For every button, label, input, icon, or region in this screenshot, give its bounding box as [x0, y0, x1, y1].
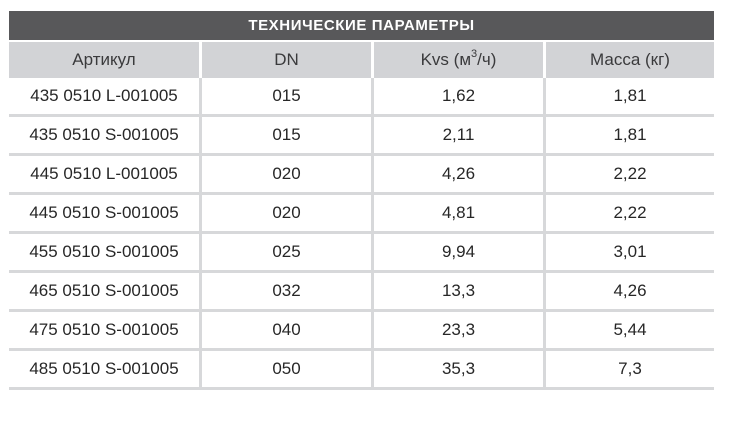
- cell-article: [9, 312, 199, 348]
- cell-mass-value: 2,22: [613, 164, 647, 183]
- table-row: [9, 195, 714, 231]
- cell-kvs-value: 1,62: [441, 86, 476, 105]
- column-header-kvs-superscript: 3: [471, 47, 478, 60]
- cell-mass: [546, 156, 714, 192]
- column-header-dn-label: DN: [274, 50, 299, 69]
- cell-kvs: [374, 234, 543, 270]
- cell-article-value: 445 0510 L-001005: [30, 164, 178, 183]
- cell-article: [9, 273, 199, 309]
- cell-article-value: 455 0510 S-001005: [29, 242, 179, 261]
- cell-dn-value: 020: [272, 164, 301, 183]
- cell-dn-value: 015: [272, 86, 301, 105]
- cell-dn: [202, 156, 371, 192]
- cell-dn: [202, 273, 371, 309]
- cell-article-value: 435 0510 L-001005: [30, 86, 178, 105]
- cell-article-value: 485 0510 S-001005: [29, 359, 179, 378]
- table-row: [9, 156, 714, 192]
- table-row: [9, 234, 714, 270]
- column-header-kvs-label-suffix: /ч): [477, 50, 497, 69]
- cell-kvs: [374, 312, 543, 348]
- cell-dn: [202, 351, 371, 387]
- cell-mass: [546, 312, 714, 348]
- table-row: [9, 312, 714, 348]
- cell-kvs: [374, 78, 543, 114]
- cell-kvs-value: 23,3: [441, 320, 476, 339]
- cell-kvs: [374, 351, 543, 387]
- column-header-mass-label: Масса (кг): [590, 50, 670, 69]
- cell-dn-value: 025: [272, 242, 301, 261]
- table-header-row: [9, 42, 714, 78]
- cell-mass: [546, 273, 714, 309]
- column-header-mass: [546, 42, 714, 78]
- table-title-bar: [9, 11, 714, 40]
- cell-dn-value: 040: [272, 320, 301, 339]
- cell-mass: [546, 78, 714, 114]
- cell-dn-value: 015: [272, 125, 301, 144]
- cell-mass: [546, 351, 714, 387]
- cell-article-value: 465 0510 S-001005: [29, 281, 179, 300]
- cell-dn: [202, 234, 371, 270]
- cell-mass-value: 1,81: [613, 86, 647, 105]
- cell-mass-value: 2,22: [613, 203, 647, 222]
- column-header-kvs: [374, 42, 543, 78]
- cell-article-value: 445 0510 S-001005: [29, 203, 179, 222]
- cell-dn-value: 050: [272, 359, 301, 378]
- column-header-article-label: Артикул: [72, 50, 136, 69]
- cell-dn: [202, 78, 371, 114]
- cell-kvs: [374, 117, 543, 153]
- cell-article-value: 475 0510 S-001005: [29, 320, 179, 339]
- cell-article: [9, 195, 199, 231]
- cell-article: [9, 117, 199, 153]
- cell-kvs-value: 35,3: [441, 359, 476, 378]
- cell-article-value: 435 0510 S-001005: [29, 125, 179, 144]
- cell-article: [9, 78, 199, 114]
- cell-mass: [546, 234, 714, 270]
- cell-mass-value: 1,81: [613, 125, 647, 144]
- table-row: [9, 117, 714, 153]
- table-row: [9, 351, 714, 387]
- cell-dn-value: 032: [272, 281, 301, 300]
- table-title: ТЕХНИЧЕСКИЕ ПАРАМЕТРЫ: [248, 17, 475, 34]
- cell-dn: [202, 195, 371, 231]
- cell-kvs: [374, 273, 543, 309]
- technical-parameters-table: [9, 11, 714, 390]
- table-body: [9, 78, 714, 390]
- cell-kvs-value: 4,81: [441, 203, 476, 222]
- table-row: [9, 273, 714, 309]
- cell-mass-value: 7,3: [618, 359, 642, 378]
- table-row: [9, 78, 714, 114]
- cell-mass: [546, 117, 714, 153]
- cell-dn: [202, 117, 371, 153]
- cell-kvs: [374, 156, 543, 192]
- cell-kvs-value: 13,3: [441, 281, 476, 300]
- cell-article: [9, 234, 199, 270]
- cell-dn: [202, 312, 371, 348]
- column-header-kvs-label-prefix: Kvs (м: [420, 50, 472, 69]
- cell-kvs-value: 9,94: [441, 242, 476, 261]
- cell-kvs: [374, 195, 543, 231]
- cell-article: [9, 156, 199, 192]
- cell-kvs-value: 2,11: [442, 125, 475, 144]
- cell-mass-value: 4,26: [613, 281, 647, 300]
- cell-mass: [546, 195, 714, 231]
- cell-mass-value: 5,44: [613, 320, 647, 339]
- cell-kvs-value: 4,26: [441, 164, 476, 183]
- column-header-article: [9, 42, 199, 78]
- cell-mass-value: 3,01: [613, 242, 647, 261]
- column-header-dn: [202, 42, 371, 78]
- cell-article: [9, 351, 199, 387]
- cell-dn-value: 020: [272, 203, 301, 222]
